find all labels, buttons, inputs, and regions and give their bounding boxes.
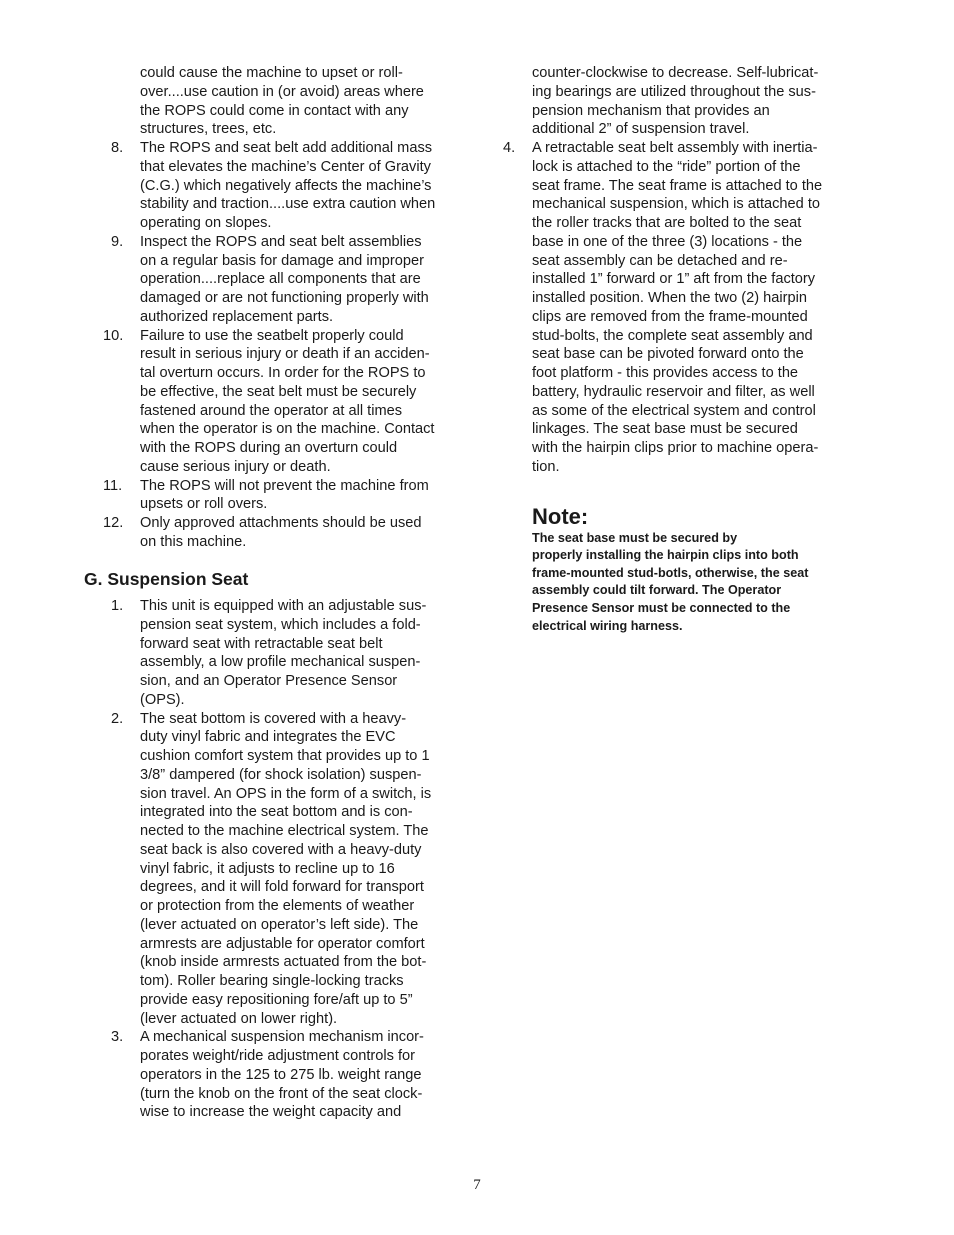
- list-item-number: 4.: [503, 140, 516, 156]
- list-item-text: could cause the machine to upset or roll- over....use caution in (or avoid) areas where the ROPS could come in contact with any structures, trees, etc.: [140, 65, 424, 138]
- list-item-number: 9.: [111, 233, 124, 250]
- list-item-text: The seat bottom is covered with a heavy- duty vinyl fabric and integrates the EVC cushion comfort system that provides up to 1 3/8” dampered (for shock isolation) suspen- sion travel. An OPS in the form of a switch, is integrated into the seat bottom and is con- nected to the machine electrical system. The seat back is also covered with a heavy-duty vinyl fabric, it adjusts to recline up to 16 degrees, and it will fold forward for transport or protection from the elements of weather (lever actuated on operator’s left side). The armrests are adjustable for operator comfort (knob inside armrests actuated from the bot- tom). Roller bearing single-locking tracks provide easy repositioning fore/aft up to 5” (lever actuated on lower right).: [140, 710, 432, 1027]
- list-item-number: 10.: [103, 327, 124, 344]
- list-item-number: 3.: [111, 1029, 124, 1046]
- left-column: [103, 64, 449, 552]
- suspension-seat-list: [111, 597, 449, 1122]
- list-item-10: [103, 327, 449, 477]
- list-item-1: [111, 597, 449, 710]
- list-item-text: Failure to use the seatbelt properly could result in serious injury or death if an acciden- tal overturn occurs. In order for the ROPS to be effective, the seat belt must be securely fastened around the operator at all times when the operator is on the machine. Contact with the ROPS during an overturn could cause serious injury or death.: [140, 327, 435, 475]
- list-item-9: [111, 233, 449, 327]
- list-item-3: [111, 1028, 449, 1122]
- right-column: [503, 64, 843, 635]
- list-item-continuation: [111, 64, 449, 139]
- list-item-text: A retractable seat belt assembly with inertia- lock is attached to the “ride” portion of the seat frame. The seat frame is attached to the mechanical suspension, which is attached to the roller tracks that are bolted to the seat base in one of the three (3) locations - the seat assembly can be detached and re- installed 1” forward or 1” aft from the factory installed position. When the two (2) hairpin clips are removed from the frame-mounted stud-bolts, the complete seat assembly and seat base can be pivoted forward onto the foot platform - this provides access to the battery, hydraulic reservoir and filter, as well as some of the electrical system and control linkages. The seat base must be secured with the hairpin clips prior to machine opera- tion.: [532, 140, 823, 475]
- list-item-number: 8.: [111, 140, 124, 156]
- list-item-text: A mechanical suspension mechanism incor- porates weight/ride adjustment controls for operators in the 125 to 275 lb. weight range (turn the knob on the front of the seat clock- wise to increase the weight capacity and: [140, 1029, 424, 1121]
- list-item-number: 11.: [103, 477, 123, 494]
- list-item-12: [103, 514, 449, 552]
- list-item-text: The ROPS will not prevent the machine from upsets or roll overs.: [140, 477, 429, 513]
- note-label: Note:: [532, 504, 589, 530]
- list-item-11: [103, 477, 449, 515]
- list-item-number: 12.: [103, 515, 124, 531]
- section-heading: G. Suspension Seat: [84, 569, 249, 589]
- list-item-number: 2.: [111, 710, 124, 727]
- list-item-number: 1.: [111, 598, 124, 614]
- list-item-text: Only approved attachments should be used on this machine.: [140, 515, 422, 550]
- list-item-4: [503, 139, 843, 477]
- list-item-text: Inspect the ROPS and seat belt assemblies on a regular basis for damage and improper operation....replace all components that are damaged or are not functioning properly with authorized replacement parts.: [140, 233, 429, 325]
- note-text: The seat base must be secured by properly installing the hairpin clips into both frame-mounted stud-botls, otherwise, the seat assembly could tilt forward. The Operator Presence Sensor must be connected to the electrical wiring harness.: [532, 530, 809, 633]
- list-item-text: The ROPS and seat belt add additional mass that elevates the machine’s Center of Gravity (C.G.) which negatively affects the machine’s stability and traction....use extra caution when operating on slopes.: [140, 140, 436, 231]
- list-item-text: This unit is equipped with an adjustable sus- pension seat system, which includes a fold- forward seat with retractable seat belt assembly, a low profile mechanical suspen- sion, and an Operator Presence Sensor (OPS).: [140, 598, 427, 708]
- note-block: [503, 491, 843, 636]
- list-item-2: [111, 710, 449, 1029]
- page-number: 7: [473, 1177, 481, 1193]
- list-item-continuation: [503, 64, 843, 139]
- list-item-8: [111, 139, 449, 233]
- list-item-text: counter-clockwise to decrease. Self-lubricat- ing bearings are utilized throughout the sus- pension mechanism that provides an additional 2” of suspension travel.: [532, 65, 819, 138]
